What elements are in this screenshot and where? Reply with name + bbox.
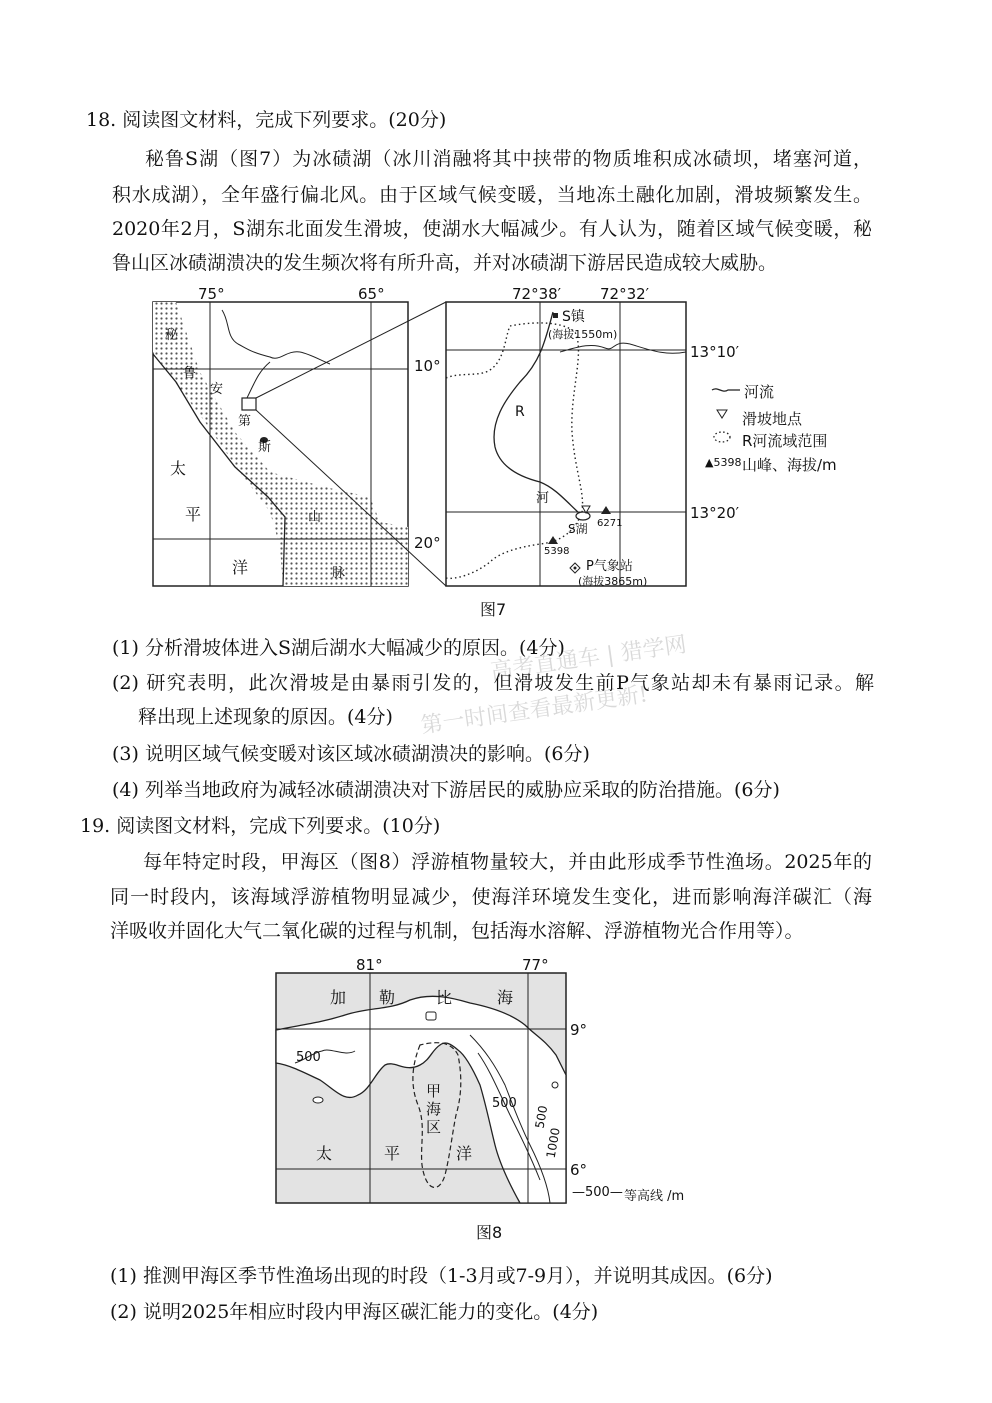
q19-para-line: 同一时段内，该海域浮游植物明显减少，使海洋环境发生变化，进而影响海洋碳汇（海: [110, 886, 872, 908]
fig8-lon-label: 81°: [356, 956, 383, 974]
q18-para-line: 秘鲁S湖（图7）为冰碛湖（冰川消融将其中挟带的物质堆积成冰碛坝，堵塞河道，: [145, 148, 872, 170]
ocean-char: 平: [384, 1144, 401, 1163]
fig7-place-char: 太: [170, 459, 187, 478]
fig7-place-char: 洋: [232, 558, 249, 577]
p-station-label: P气象站: [586, 559, 633, 574]
sea-char: 比: [436, 988, 453, 1007]
fig8-lat-label: 6°: [570, 1161, 588, 1179]
q18-para-line: 鲁山区冰碛湖溃决的发生频次将有所升高，并对冰碛湖下游居民造成较大威胁。: [112, 252, 778, 274]
q18-question: 释出现上述现象的原因。(4分): [138, 706, 393, 728]
fig7-place-char: 第: [238, 414, 252, 429]
sea-char: 加: [330, 988, 347, 1007]
contour-label: 500: [532, 1104, 551, 1130]
q19-question: (1) 推测甲海区季节性渔场出现的时段（1-3月或7-9月），并说明其成因。(6分): [110, 1265, 773, 1287]
fig8-lat-label: 9°: [570, 1021, 588, 1039]
s-town-label: S镇: [562, 309, 585, 325]
q18-question: (4) 列举当地政府为减轻冰碛湖溃决对下游居民的威胁应采取的防治措施。(6分): [112, 779, 780, 801]
q18-para-line: 2020年2月，S湖东北面发生滑坡，使湖水大幅减少。有人认为，随着区域气候变暖，秘: [112, 218, 872, 240]
legend-peak-label: 山峰、海拔/m: [742, 456, 837, 474]
fig8-legend-text: 等高线 /m: [624, 1189, 685, 1204]
q19-para-line: 每年特定时段，甲海区（图8）浮游植物量较大，并由此形成季节性渔场。2025年的: [143, 851, 872, 873]
fig7-place-char: 鲁: [183, 366, 197, 381]
sea-char: 勒: [379, 988, 396, 1007]
zone-char: 甲: [426, 1082, 442, 1100]
peak-elevation: 5398: [544, 546, 570, 557]
q19-question: (2) 说明2025年相应时段内甲海区碳汇能力的变化。(4分): [110, 1301, 599, 1323]
fig8-legend-line: —500—: [572, 1185, 623, 1200]
fig7-place-char: 秘: [165, 328, 179, 343]
right-map: [446, 302, 686, 586]
fig7-place-char: 脉: [332, 566, 346, 581]
figure-8: [0, 955, 992, 1215]
contour-label: 1000: [543, 1126, 563, 1160]
legend-landslide-label: 滑坡地点: [742, 410, 803, 428]
ocean-char: 洋: [456, 1144, 473, 1163]
sea-char: 海: [497, 988, 514, 1007]
fig7-caption: 图7: [480, 600, 507, 619]
p-station-elevation: (海拔3865m): [578, 575, 648, 588]
fig7-legend-symbols: [712, 389, 740, 442]
q18-question: (1) 分析滑坡体进入S湖后湖水大幅减少的原因。(4分): [112, 637, 565, 659]
legend-river-label: 河流: [744, 383, 775, 401]
fig7-lon-label: 72°32′: [600, 285, 650, 303]
q18-para-line: 积水成湖），全年盛行偏北风。由于区域气候变暖，当地冻土融化加剧，滑坡频繁发生。: [112, 184, 872, 206]
q18-heading: 18. 阅读图文材料，完成下列要求。(20分): [86, 109, 447, 131]
fig8-lon-label: 77°: [522, 956, 549, 974]
q19-heading: 19. 阅读图文材料，完成下列要求。(10分): [80, 815, 441, 837]
fig7-lat-label: 10°: [414, 357, 441, 375]
contour-label: 500: [296, 1050, 321, 1065]
fig7-lat-label: 20°: [414, 534, 441, 552]
s-town-elevation: (海拔1550m): [548, 328, 618, 341]
fig7-lon-label: 75°: [198, 285, 225, 303]
left-map: [153, 302, 408, 586]
river-char-label: 河: [536, 491, 550, 506]
zone-char: 区: [426, 1118, 442, 1136]
s-lake-label: S湖: [568, 522, 588, 536]
fig7-lat-label: 13°10′: [690, 343, 740, 361]
legend-basin-label: R河流域范围: [742, 432, 828, 450]
q18-question: (2) 研究表明，此次滑坡是由暴雨引发的，但滑坡发生前P气象站却未有暴雨记录。解: [112, 672, 874, 694]
fig7-place-char: 山: [308, 510, 322, 525]
watermark: 高考直通车 | 猎学网: [489, 632, 689, 685]
contour-label: 500: [492, 1096, 517, 1111]
fig7-lat-label: 13°20′: [690, 504, 740, 522]
river-r-label: R: [515, 404, 525, 420]
fig8-caption: 图8: [476, 1223, 503, 1242]
fig7-place-char: 平: [185, 505, 202, 524]
fig7-place-char: 斯: [258, 440, 272, 455]
q18-question: (3) 说明区域气候变暖对该区域冰碛湖溃决的影响。(6分): [112, 743, 590, 765]
q19-para-line: 洋吸收并固化大气二氧化碳的过程与机制，包括海水溶解、浮游植物光合作用等）。: [110, 920, 804, 942]
fig7-place-char: 安: [210, 382, 224, 397]
fig7-lon-label: 72°38′: [512, 285, 562, 303]
ocean-char: 太: [316, 1144, 333, 1163]
peak-elevation: 6271: [597, 518, 623, 529]
zone-char: 海: [426, 1100, 442, 1118]
figure-7: [0, 282, 992, 622]
watermark: 第一时间查看最新更新!: [419, 682, 650, 739]
fig7-lon-label: 65°: [358, 285, 385, 303]
legend-peak-prefix: ▲5398: [705, 456, 742, 469]
